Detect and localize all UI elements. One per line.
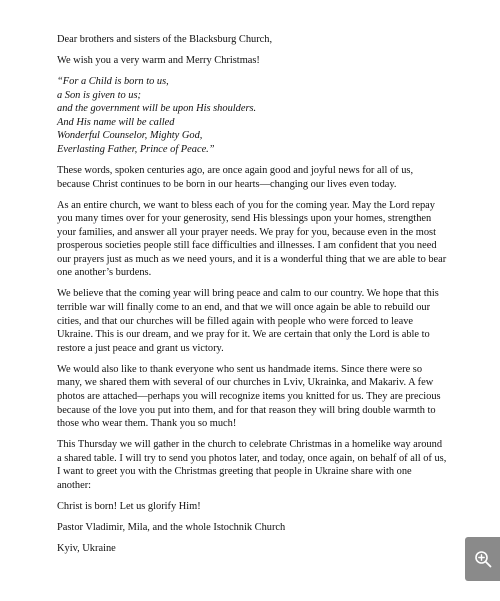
scripture-line: “For a Child is born to us,: [57, 75, 169, 87]
letter-signature: Pastor Vladimir, Mila, and the whole Istochnik Church: [57, 521, 286, 533]
letter-paragraph: This Thursday we will gather in the church to celebrate Christmas in a homelike way around a shared table. I will try to send you photos later, and today, once again, on behalf of all of us, I want to greet you with the Christmas greeting that people in Ukraine share with one another:: [57, 439, 447, 491]
zoom-button[interactable]: [465, 537, 500, 581]
letter-closing: Christ is born! Let us glorify Him!: [57, 500, 201, 512]
scripture-line: and the government will be upon His shoulders.: [57, 103, 257, 115]
letter-paragraph: We would also like to thank everyone who sent us handmade items. Since there were so many, we shared them with several of our churches in Lviv, Ukrainka, and Makariv. A few photos are attached—perhaps you will recognize items you knitted for us. They are precious because of the love you put into them, and for that reason they will bring double warmth to those who wear them. Thank you so much!: [57, 363, 441, 430]
scripture-line: And His name will be called: [57, 116, 175, 128]
scripture-line: Wonderful Counselor, Mighty God,: [57, 130, 203, 142]
letter-body: [57, 33, 447, 563]
letter-paragraph: We believe that the coming year will bring peace and calm to our country. We hope that this terrible war will finally come to an end, and that we will once again be able to rebuild our cities, and that our churches will be filled again with people who were forced to leave Ukraine. This is our dream, and we pray for it. We are certain that only the Lord is able to restore a just peace and grant us victory.: [57, 288, 439, 354]
zoom-in-icon: [474, 550, 492, 568]
letter-wish: We wish you a very warm and Merry Christmas!: [57, 54, 260, 66]
scripture-line: Everlasting Father, Prince of Peace.”: [57, 143, 215, 155]
letter-location: Kyiv, Ukraine: [57, 542, 116, 554]
letter-greeting: Dear brothers and sisters of the Blacksburg Church,: [57, 34, 273, 45]
letter-paragraph: These words, spoken centuries ago, are once again good and joyful news for all of us, because Christ continues to be born in our hearts—changing our lives even today.: [57, 164, 414, 190]
scripture-quote: [57, 75, 447, 157]
scripture-line: a Son is given to us;: [57, 89, 141, 101]
letter-paragraph: As an entire church, we want to bless each of you for the coming year. May the Lord repay you many times over for your generosity, send His blessings upon your homes, strengthen your families, and answer all your prayer needs. We pray for you, because even in the most prosperous societies people still face difficulties and illnesses. I am confident that you need our prayers just as much as we need yours, and it is a wonderful thing that we are able to bear one another’s burdens.: [57, 199, 447, 279]
